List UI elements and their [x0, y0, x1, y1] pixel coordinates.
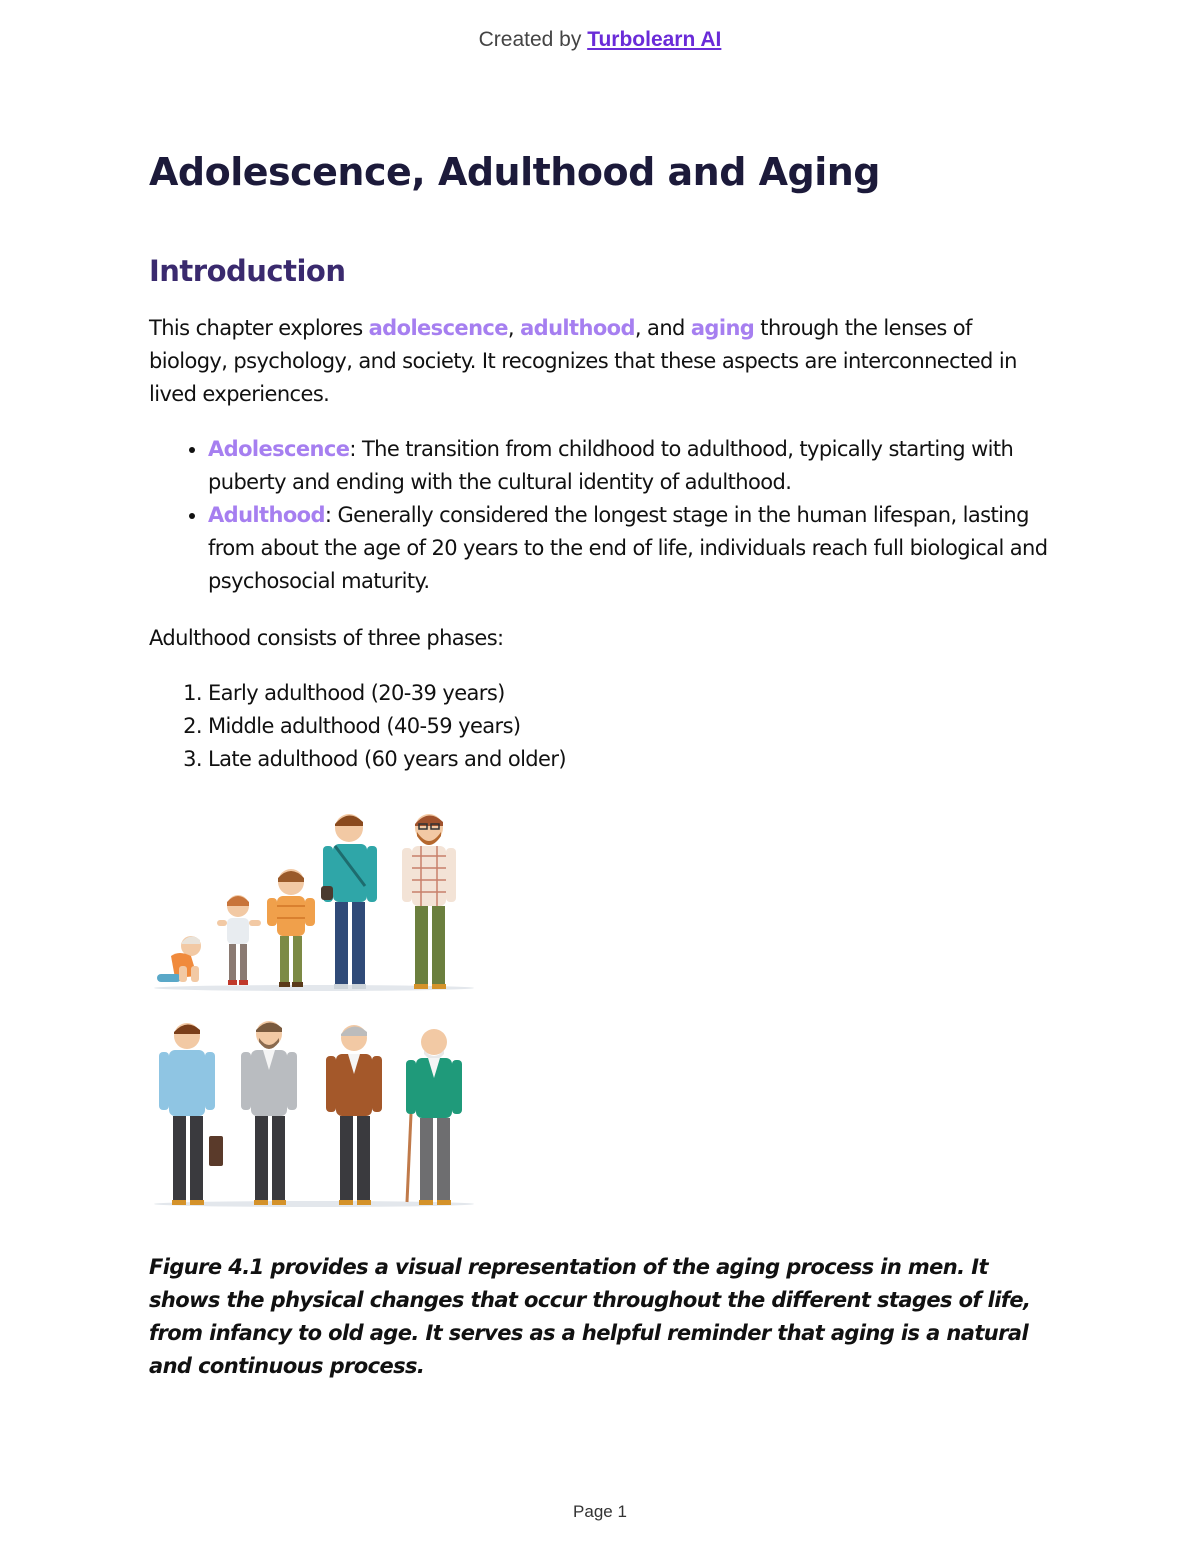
bullet-definition: : The transition from childhood to adulthood, typically starting with puberty and ending with the cultural identity of adulthood. — [208, 437, 1014, 494]
term-adulthood: adulthood — [520, 316, 635, 340]
bullet-definition: : Generally considered the longest stage in the human lifespan, lasting from about the age of 20 years to the end of life, individuals reach full biological and psychosocial maturity. — [208, 503, 1048, 593]
older-man-figure — [326, 1025, 382, 1205]
list-item: 3. Late adulthood (60 years and older) — [208, 743, 1049, 776]
term-aging: aging — [690, 316, 755, 340]
intro-paragraph — [149, 312, 1049, 411]
intro-text-end: through the lenses of biology, psychology, and society. It recognizes that these aspects are interconnected in lived experiences. — [149, 316, 1017, 406]
page-header — [0, 28, 1200, 52]
phases-list — [149, 677, 1049, 776]
figure-caption: Figure 4.1 provides a visual representation of the aging process in men. It shows the physical changes that occur throughout the different stages of life, from infancy to old age. It serves as a helpful reminder that aging is a natural and continuous process. — [149, 1255, 1031, 1378]
toddler-figure — [217, 895, 261, 985]
term-adolescence: adolescence — [368, 316, 508, 340]
list-item: 2. Middle adulthood (40-59 years) — [208, 710, 1049, 743]
definition-list — [149, 433, 1049, 598]
intro-separator-2: , and — [634, 316, 691, 340]
bullet-term-adolescence: Adolescence — [208, 437, 350, 461]
list-item: 1. Early adulthood (20-39 years) — [208, 677, 1049, 710]
list-item — [208, 433, 1049, 499]
intro-separator-1: , — [507, 316, 521, 340]
turbolearn-link[interactable]: Turbolearn AI — [587, 28, 722, 51]
aging-men-illustration — [149, 806, 489, 1211]
page-number: Page 1 — [573, 1502, 627, 1521]
created-by-label: Created by — [478, 28, 582, 51]
child-figure — [267, 869, 315, 987]
document-body — [149, 150, 1049, 1383]
infant-figure — [157, 936, 201, 982]
section-heading-introduction: Introduction — [149, 254, 346, 288]
list-item — [208, 499, 1049, 598]
page-title: Adolescence, Adulthood and Aging — [149, 150, 881, 194]
elderly-man-figure — [406, 1029, 462, 1205]
bearded-man-figure — [402, 814, 456, 989]
office-man-figure — [159, 1023, 223, 1205]
suit-man-figure — [241, 1021, 297, 1205]
bullet-term-adulthood: Adulthood — [208, 503, 325, 527]
young-man-figure — [321, 814, 377, 989]
intro-text-start: This chapter explores — [149, 316, 369, 340]
phases-intro: Adulthood consists of three phases: — [149, 626, 504, 650]
